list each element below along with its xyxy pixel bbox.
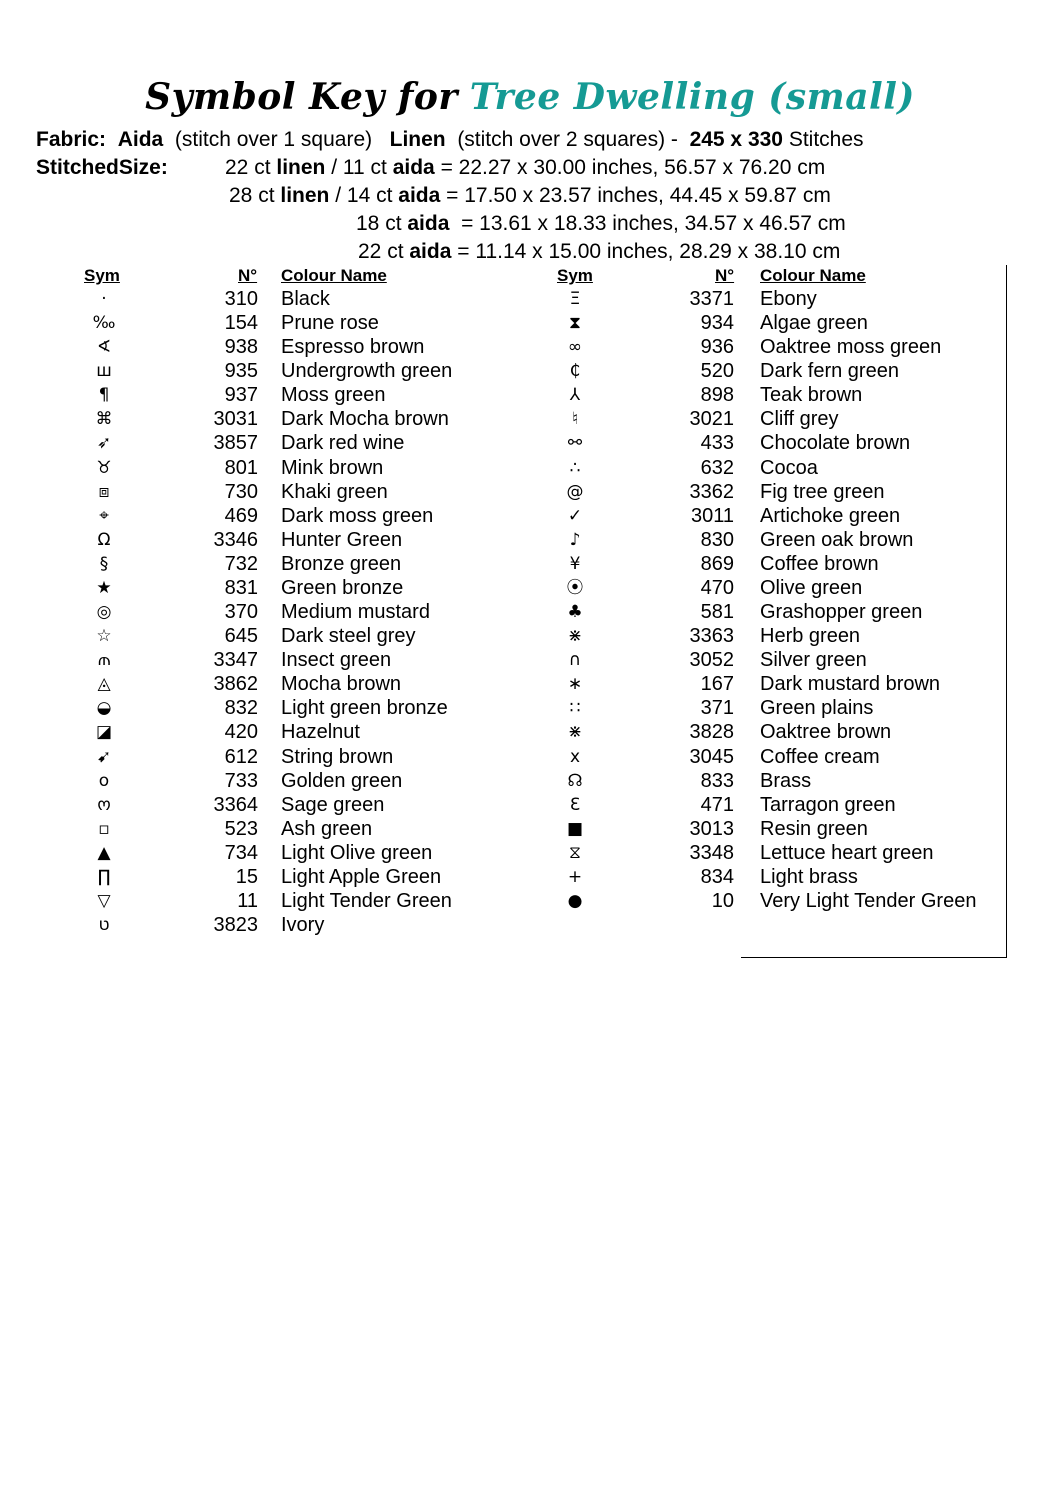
table-right-border <box>1006 265 1007 958</box>
colour-name: Hunter Green <box>281 528 403 551</box>
colour-name: Dark steel grey <box>281 625 416 648</box>
dmc-number: 935 <box>224 360 258 383</box>
colour-name: Prune rose <box>281 312 379 335</box>
dmc-number: 831 <box>224 576 258 599</box>
dmc-number: 937 <box>224 384 258 407</box>
symbol-icon: ო <box>97 794 111 815</box>
page-title <box>0 76 1060 118</box>
symbol-icon: ⌖ <box>99 505 109 526</box>
colour-name: Chocolate brown <box>760 432 911 455</box>
dmc-number: 645 <box>224 625 258 648</box>
colour-name: Coffee cream <box>760 745 880 768</box>
dmc-number: 3348 <box>689 841 734 864</box>
table-bottom-border <box>741 957 1007 958</box>
symbol-icon: ◪ <box>95 722 113 743</box>
symbol-icon: ∴ <box>569 457 581 478</box>
symbol-icon: ➹ <box>96 746 112 767</box>
dmc-number: 830 <box>700 528 734 551</box>
dmc-number: 869 <box>700 552 734 575</box>
dmc-number: 11 <box>237 890 258 912</box>
colour-name: Coffee brown <box>760 552 879 575</box>
dmc-number: 371 <box>700 697 734 720</box>
symbol-icon: ☆ <box>96 626 112 647</box>
colour-name: Cliff grey <box>760 408 839 431</box>
table-row <box>0 576 1060 600</box>
symbol-icon: ⧗ <box>569 313 581 334</box>
symbol-icon: ∩ <box>568 650 582 671</box>
colour-name: Mink brown <box>281 456 384 479</box>
symbol-icon: ¥ <box>569 553 581 574</box>
dmc-number: 10 <box>711 890 734 912</box>
header-sym-right: Sym <box>557 266 593 285</box>
symbol-icon: ♣ <box>567 602 583 623</box>
symbol-icon: ⚯ <box>567 433 583 454</box>
colour-name: Oaktree moss green <box>760 336 942 359</box>
colour-name: Teak brown <box>760 384 863 407</box>
symbol-icon: x <box>569 746 581 767</box>
dmc-number: 3347 <box>213 649 258 672</box>
dmc-number: 3371 <box>689 288 734 310</box>
dmc-number: 3045 <box>689 745 734 768</box>
fabric-linen: Linen <box>389 128 446 151</box>
colour-name: Espresso brown <box>281 336 425 359</box>
dmc-number: 471 <box>700 793 734 816</box>
colour-name: Light Olive green <box>281 841 433 864</box>
stitched-size-label: StitchedSize: <box>36 156 168 179</box>
table-row <box>0 383 1060 407</box>
symbol-icon: ⧈ <box>98 481 110 502</box>
dmc-number: 3052 <box>689 649 734 672</box>
symbol-icon: ⋇ <box>567 626 583 647</box>
dmc-number: 733 <box>224 769 258 792</box>
symbol-icon: ☊ <box>567 770 583 791</box>
colour-name: Oaktree brown <box>760 721 892 744</box>
symbol-icon: ט <box>98 915 110 936</box>
symbol-icon: ■ <box>566 818 584 839</box>
symbol-icon: Ɛ <box>569 794 581 815</box>
symbol-icon: ⫙ <box>98 650 110 671</box>
dmc-number: 612 <box>224 745 258 768</box>
dmc-number: 3823 <box>213 914 258 937</box>
dmc-number: 730 <box>224 480 258 503</box>
colour-name: Artichoke green <box>760 504 901 527</box>
table-row <box>0 793 1060 817</box>
table-row <box>0 287 1060 311</box>
symbol-icon: @ <box>566 481 584 502</box>
colour-name: Olive green <box>760 576 863 599</box>
dmc-number: 310 <box>224 288 258 310</box>
table-row <box>0 696 1060 720</box>
dmc-number: 632 <box>700 456 734 479</box>
colour-name: Light brass <box>760 865 858 888</box>
dmc-number: 832 <box>224 697 258 720</box>
symbol-icon: ₵ <box>569 361 581 382</box>
symbol-icon: · <box>101 289 107 309</box>
dmc-number: 801 <box>224 456 258 479</box>
table-row <box>0 624 1060 648</box>
dmc-number: 734 <box>224 841 258 864</box>
symbol-icon: ♮ <box>571 409 579 430</box>
symbol-icon: o <box>98 770 110 791</box>
fabric-aida-note: (stitch over 1 square) <box>174 128 373 151</box>
dmc-number: 3364 <box>213 793 258 816</box>
dmc-number: 167 <box>700 673 734 696</box>
colour-name: Lettuce heart green <box>760 841 934 864</box>
table-row <box>0 504 1060 528</box>
dmc-number: 3363 <box>689 625 734 648</box>
table-row <box>0 600 1060 624</box>
symbol-icon: ⦿ <box>566 577 584 598</box>
colour-name: Bronze green <box>281 552 402 575</box>
size-line-2: 28 ct linen / 14 ct aida = 17.50 x 23.57 inches, 44.45 x 59.87 cm <box>229 184 831 207</box>
colour-name: Ivory <box>281 914 325 937</box>
symbol-icon: ⅄ <box>569 385 581 406</box>
table-row <box>0 865 1060 889</box>
dmc-number: 469 <box>224 504 258 527</box>
dmc-number: 934 <box>700 312 734 335</box>
table-row <box>0 720 1060 744</box>
symbol-icon: ¶ <box>98 385 110 406</box>
dmc-number: 470 <box>700 576 734 599</box>
colour-name: Moss green <box>281 384 386 407</box>
symbol-icon: ш <box>96 361 112 382</box>
table-row <box>0 817 1060 841</box>
colour-name: Very Light Tender Green <box>760 890 977 912</box>
dmc-number: 732 <box>224 552 258 575</box>
dmc-number: 3828 <box>689 721 734 744</box>
colour-name: Green bronze <box>281 576 404 599</box>
colour-name: Silver green <box>760 649 867 672</box>
colour-name: Light Apple Green <box>281 865 442 888</box>
dmc-number: 3346 <box>213 528 258 551</box>
table-row <box>0 552 1060 576</box>
header-name-left: Colour Name <box>281 266 387 285</box>
table-row <box>0 672 1060 696</box>
stitch-count: 245 x 330 <box>689 128 783 151</box>
colour-name: Ash green <box>281 817 373 840</box>
fabric-label: Fabric: <box>36 128 107 151</box>
symbol-icon: ‰ <box>92 313 116 334</box>
colour-name: Dark moss green <box>281 504 434 527</box>
symbol-icon: ▲ <box>97 842 111 863</box>
colour-name: Algae green <box>760 312 868 335</box>
symbol-icon: ➶ <box>96 433 112 454</box>
table-row <box>0 359 1060 383</box>
pattern-name: Tree Dwelling (small) <box>469 76 915 118</box>
dmc-number: 433 <box>700 432 734 455</box>
symbol-icon: ∗ <box>567 674 583 695</box>
colour-name: Insect green <box>281 649 392 672</box>
colour-name: Khaki green <box>281 480 388 503</box>
symbol-icon: § <box>99 553 109 574</box>
colour-name: Herb green <box>760 625 861 648</box>
colour-name: Black <box>281 288 330 310</box>
symbol-icon: ⌘ <box>95 409 113 430</box>
table-row <box>0 335 1060 359</box>
header-name-right: Colour Name <box>760 266 866 285</box>
dmc-number: 3362 <box>689 480 734 503</box>
colour-name: Dark Mocha brown <box>281 408 449 431</box>
colour-name: Cocoa <box>760 456 818 479</box>
symbol-icon: ◬ <box>97 674 111 695</box>
dmc-number: 15 <box>235 865 258 888</box>
symbol-icon: ● <box>567 891 583 911</box>
dmc-number: 581 <box>700 601 734 624</box>
table-row <box>0 480 1060 504</box>
colour-name: Golden green <box>281 769 403 792</box>
symbol-icon: ⧖ <box>569 842 581 863</box>
dmc-number: 420 <box>224 721 258 744</box>
colour-name: Green oak brown <box>760 528 914 551</box>
colour-name: Ebony <box>760 288 817 310</box>
dmc-number: 833 <box>700 769 734 792</box>
dmc-number: 3021 <box>689 408 734 431</box>
colour-name: Sage green <box>281 793 385 816</box>
dmc-number: 834 <box>700 865 734 888</box>
colour-name: Tarragon green <box>760 793 896 816</box>
symbol-icon: ◎ <box>96 602 112 623</box>
symbol-icon: ∢ <box>96 337 112 358</box>
dmc-number: 936 <box>700 336 734 359</box>
colour-name: Green plains <box>760 697 874 720</box>
colour-name: Dark mustard brown <box>760 673 941 696</box>
dmc-number: 3011 <box>690 504 734 527</box>
symbol-icon: Ω <box>97 529 111 550</box>
symbol-icon: ♉ <box>96 457 112 478</box>
dmc-number: 3862 <box>213 673 258 696</box>
size-line-1: 22 ct linen / 11 ct aida = 22.27 x 30.00 inches, 56.57 x 76.20 cm <box>225 156 826 179</box>
symbol-icon: ✓ <box>567 505 583 526</box>
table-row <box>0 889 1060 913</box>
title-prefix: Symbol Key for <box>145 76 458 118</box>
header-num-right: N° <box>715 266 735 285</box>
header-num-left: N° <box>238 266 258 285</box>
table-row <box>0 431 1060 455</box>
table-row <box>0 648 1060 672</box>
table-row <box>0 528 1060 552</box>
symbol-icon: ★ <box>96 577 112 598</box>
table-row <box>0 311 1060 335</box>
table-row <box>0 841 1060 865</box>
colour-name: Dark fern green <box>760 360 899 383</box>
symbol-icon: ▫ <box>98 818 110 839</box>
symbol-icon: ∷ <box>569 698 581 719</box>
table-row <box>0 456 1060 480</box>
colour-name: Light Tender Green <box>281 890 452 912</box>
colour-name: Fig tree green <box>760 480 885 503</box>
dmc-number: 523 <box>224 817 258 840</box>
dmc-number: 938 <box>224 336 258 359</box>
colour-name: Resin green <box>760 817 868 840</box>
dmc-number: 154 <box>224 312 258 335</box>
symbol-icon: ∏ <box>97 866 111 887</box>
fabric-linen-note: (stitch over 2 squares) - <box>457 128 678 151</box>
symbol-icon: ∞ <box>567 337 583 358</box>
colour-name: Brass <box>760 769 812 792</box>
symbol-icon: Ξ <box>569 289 581 309</box>
colour-name: String brown <box>281 745 394 768</box>
table-row <box>0 745 1060 769</box>
dmc-number: 520 <box>700 360 734 383</box>
size-line-3: 18 ct aida = 13.61 x 18.33 inches, 34.57 x 46.57 cm <box>356 212 846 235</box>
dmc-number: 898 <box>700 384 734 407</box>
dmc-number: 3031 <box>213 408 258 431</box>
colour-name: Dark red wine <box>281 432 405 455</box>
fabric-line <box>36 127 864 153</box>
table-row <box>0 407 1060 431</box>
colour-name: Undergrowth green <box>281 360 453 383</box>
colour-name: Light green bronze <box>281 697 448 720</box>
header-sym-left: Sym <box>84 266 120 285</box>
symbol-icon: + <box>567 866 583 887</box>
dmc-number: 3857 <box>213 432 258 455</box>
dmc-number: 370 <box>224 601 258 624</box>
symbol-icon: ⋇ <box>567 722 583 743</box>
colour-name: Hazelnut <box>281 721 360 744</box>
fabric-aida: Aida <box>117 128 164 151</box>
dmc-number: 3013 <box>689 817 734 840</box>
size-line-4: 22 ct aida = 11.14 x 15.00 inches, 28.29 x 38.10 cm <box>358 240 841 263</box>
table-row <box>0 769 1060 793</box>
symbol-icon: ♪ <box>569 529 581 550</box>
colour-name: Mocha brown <box>281 673 402 696</box>
table-row <box>0 913 1060 937</box>
symbol-icon: ▽ <box>97 891 111 911</box>
symbol-icon: ◒ <box>96 698 112 719</box>
colour-name: Medium mustard <box>281 601 430 624</box>
stitch-word: Stitches <box>788 128 864 151</box>
colour-name: Grashopper green <box>760 601 923 624</box>
